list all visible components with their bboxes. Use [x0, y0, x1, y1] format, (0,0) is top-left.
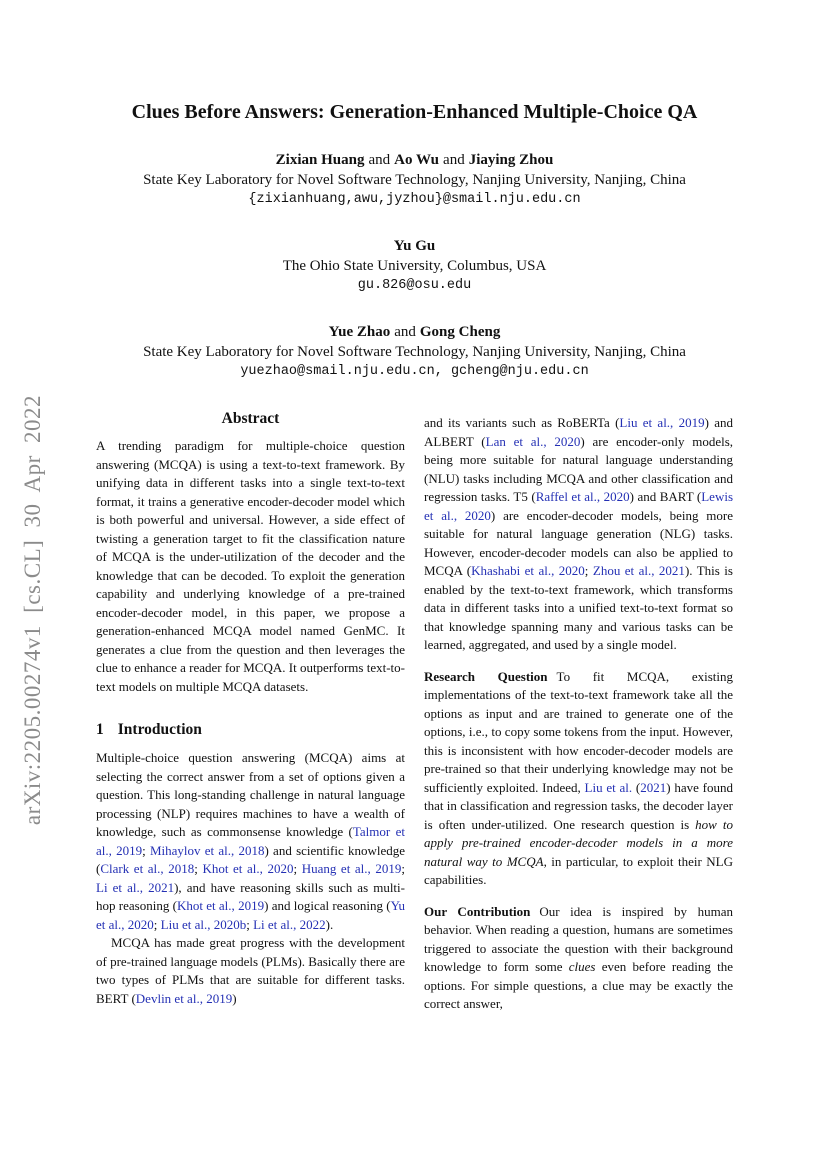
abstract-heading: Abstract — [221, 410, 280, 427]
text-segment: ( — [632, 779, 641, 795]
abstract-paragraph — [96, 437, 405, 696]
author-block-2 — [96, 236, 733, 295]
author-names-3 — [96, 322, 733, 343]
section-number: 1 — [96, 721, 104, 738]
text-segment: Multiple-choice question answering (MCQA) aims at selecting the correct answer from a set of options given a question. This long-standing challenge in natural language processing (NLP) requires machines to have a wealth of knowledge, such as commonsense knowledge ( — [96, 750, 405, 839]
citation-link[interactable]: Liu et al., 2020b — [160, 916, 247, 932]
text-segment: ) are encoder-only models, being more suitable for natural language understanding (NLU) tasks including MCQA and other classification and regression tasks. T5 ( — [424, 433, 734, 504]
our-contribution-paragraph — [424, 903, 733, 1014]
arxiv-sidebar-stamp: arXiv:2205.00274v1 [cs.CL] 30 Apr 2022 — [20, 394, 45, 826]
author-email-2: gu.826@osu.edu — [357, 278, 472, 293]
text-segment: Research Question — [424, 668, 548, 684]
text-segment: Our idea is inspired by human behavior. When reading a question, humans are sometimes triggered to associate the question with their background knowledge to form some — [424, 903, 733, 974]
text-segment: and — [443, 152, 465, 168]
right-column — [424, 410, 733, 1014]
author-email-1: {zixianhuang,awu,jyzhou}@smail.nju.edu.cn — [248, 192, 581, 207]
author-section — [96, 150, 733, 381]
citation-link[interactable]: Clark et al., 2018 — [100, 861, 195, 876]
paper-title: Clues Before Answers: Generation-Enhanced Multiple-Choice QA — [131, 101, 698, 123]
citation-link[interactable]: Zhou et al., 2021 — [592, 563, 685, 578]
text-segment: ) — [232, 990, 237, 1006]
text-segment: ; — [142, 842, 150, 858]
text-segment: ). This is enabled by the text-to-text framework, which transforms data in different tasks into a unified text-to-text format so that knowledge spanning many and various tasks can be learned, aggregated, and used by a single model. — [424, 563, 733, 652]
text-segment: ) and logical reasoning ( — [264, 898, 391, 913]
text-segment: ) are encoder-decoder models, being more suitable for natural language generation (NLG) tasks. However, encoder-decoder models can also be applied to MCQA ( — [424, 507, 733, 578]
citation-link[interactable]: 2021 — [640, 779, 667, 795]
citation-link[interactable]: Talmor et al., 2019 — [96, 824, 405, 858]
text-segment: ; — [584, 563, 593, 578]
text-segment: Yu Gu — [393, 238, 436, 254]
text-segment: clues — [568, 959, 596, 974]
text-segment: and — [394, 324, 416, 340]
author-affiliation-3: State Key Laboratory for Novel Software Technology, Nanjing University, Nanjing, China — [143, 344, 686, 360]
citation-link[interactable]: Liu et al. — [584, 779, 633, 795]
text-segment: Yue Zhao — [328, 324, 391, 340]
left-column — [96, 410, 405, 1008]
text-segment: MCQA has made great progress with the development of pre-trained language models (PLMs). Basically there are two types of PLMs that are suitable for different tasks. BERT ( — [96, 935, 405, 1006]
text-segment: ; — [401, 861, 405, 876]
text-segment: ) have found that in classification and regression tasks, the decoder layer is often under-utilized. One research question is — [424, 779, 733, 832]
text-segment: and — [368, 152, 391, 168]
text-segment: To fit MCQA, existing implementations of the text-to-text framework take all the options as input and are trained to generate one of the options, i.e., to copy some tokens from the input. However, this is inconsistent with how encoder-decoder models are pre-trained so that their underlying knowledge may not be sufficiently exploited. Indeed, — [424, 668, 733, 795]
paper-header — [96, 101, 733, 381]
author-email-3: yuezhao@smail.nju.edu.cn, gcheng@nju.edu.cn — [240, 364, 589, 379]
text-segment: ), and have reasoning skills such as multi-hop reasoning ( — [96, 879, 405, 913]
citation-link[interactable]: Huang et al., 2019 — [301, 861, 402, 876]
text-segment: ; — [153, 916, 161, 932]
intro-paragraph-3 — [424, 414, 733, 655]
author-names-2 — [96, 236, 733, 257]
citation-link[interactable]: Li et al., 2021 — [96, 879, 175, 895]
intro-paragraph-2 — [96, 934, 405, 1008]
author-names-1 — [96, 150, 733, 171]
research-question-paragraph — [424, 668, 733, 890]
author-affiliation-2: The Ohio State University, Columbus, USA — [282, 258, 547, 274]
citation-link[interactable]: Lan et al., 2020 — [485, 433, 581, 449]
text-segment: A trending paradigm for multiple-choice question answering (MCQA) is using a text-to-text framework. By unifying data in different tasks into a single text-to-text format, it trains a generative encoder-decoder model which is both powerful and universal. However, a side effect of twisting a generation target to fit the classification nature of MCQA is the under-utilization of the decoder and the knowledge that can be decoded. To exploit the generation capability and underlying knowledge of a pre-trained encoder-decoder model, in this paper, we propose a generation-enhanced MCQA model named GenMC. It generates a clue from the question and then leverages the clue to enhance a reader for MCQA. It outperforms text-to-text models on multiple MCQA datasets. — [96, 438, 405, 694]
text-segment: how to apply pre-trained encoder-decoder models in a more natural way to MCQA — [424, 816, 733, 869]
text-segment: Our Contribution — [424, 903, 531, 919]
citation-link[interactable]: Yu et al., 2020 — [96, 898, 406, 932]
citation-link[interactable]: Devlin et al., 2019 — [135, 990, 233, 1006]
text-segment: ) and ALBERT ( — [424, 415, 733, 449]
text-segment: even before reading the options. For simple questions, a clue may be exactly the correct answer, — [424, 959, 733, 1011]
citation-link[interactable]: Khot et al., 2019 — [176, 898, 265, 913]
text-segment: Zixian Huang — [275, 152, 365, 168]
citation-link[interactable]: Khot et al., 2020 — [202, 861, 294, 876]
text-segment: ) and scientific knowledge ( — [96, 842, 405, 876]
text-segment: Jiaying Zhou — [468, 152, 554, 168]
citation-link[interactable]: Li et al., 2022 — [253, 916, 326, 932]
text-segment: ; — [246, 916, 254, 932]
text-segment: ; — [194, 861, 203, 876]
text-segment: Gong Cheng — [419, 324, 501, 340]
citation-link[interactable]: Liu et al., 2019 — [619, 415, 705, 430]
text-segment: ) and BART ( — [629, 489, 702, 504]
citation-link[interactable]: Raffel et al., 2020 — [535, 489, 630, 504]
author-affiliation-1: State Key Laboratory for Novel Software Technology, Nanjing University, Nanjing, China — [143, 172, 686, 188]
text-segment: and its variants such as RoBERTa ( — [424, 415, 620, 430]
text-segment: ). — [325, 916, 334, 932]
text-segment: ; — [293, 861, 302, 876]
intro-paragraph-1 — [96, 749, 405, 934]
citation-link[interactable]: Lewis et al., 2020 — [424, 489, 734, 523]
text-segment: Ao Wu — [394, 152, 440, 168]
text-segment: , in particular, to exploit their NLG capabilities. — [424, 853, 733, 887]
author-block-3 — [96, 322, 733, 381]
author-block-1 — [96, 150, 733, 209]
section-title: Introduction — [117, 721, 202, 738]
section-heading-introduction — [96, 721, 405, 739]
citation-link[interactable]: Khashabi et al., 2020 — [471, 563, 585, 578]
citation-link[interactable]: Mihaylov et al., 2018 — [149, 842, 265, 858]
